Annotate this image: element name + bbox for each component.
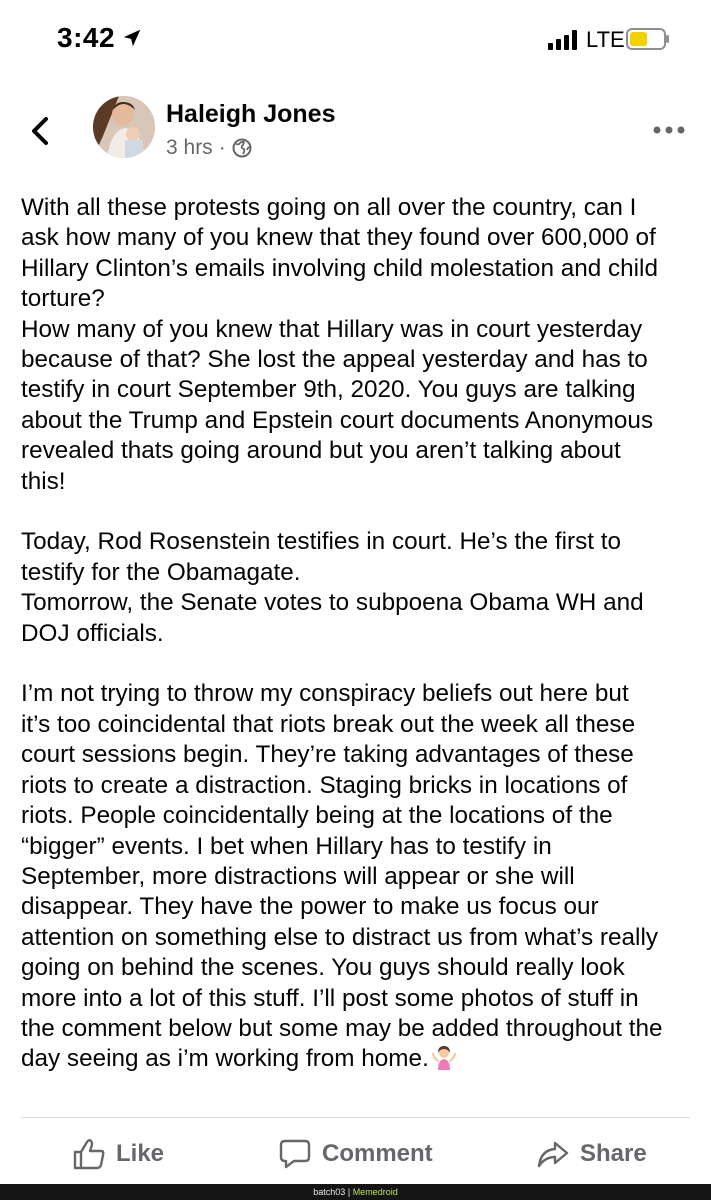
post-text-line: the comment below but some may be added throughout the	[21, 1014, 663, 1042]
watermark-footer	[0, 1184, 711, 1200]
post-text-line: riots. People coincidentally being at the locations of the	[21, 802, 613, 830]
location-arrow-icon	[121, 27, 143, 49]
person-shrugging-emoji	[432, 1044, 456, 1070]
post-text-line: going on behind the scenes. You guys should really look	[21, 954, 625, 982]
share-label: Share	[580, 1140, 647, 1167]
comment-button[interactable]	[278, 1138, 433, 1170]
post-text-line: ask how many of you knew that they found over 600,000 of	[21, 224, 656, 252]
post-text-line: Today, Rod Rosenstein testifies in court. He’s the first to	[21, 528, 622, 556]
post-text-line: With all these protests going on all over the country, can I	[21, 194, 637, 221]
post-text-line: because of that? She lost the appeal yesterday and has to	[21, 346, 648, 374]
post-text-line: riots to create a distraction. Staging bricks in locations of	[21, 771, 628, 799]
divider	[21, 1117, 690, 1118]
meta-separator: ·	[218, 136, 226, 159]
post-paragraph	[21, 679, 696, 1074]
post-text-line: Hillary Clinton’s emails involving child molestation and child	[21, 254, 658, 282]
post-text-line: testify for the Obamagate.	[21, 558, 301, 586]
post-text-line: torture?	[21, 285, 105, 313]
comment-label: Comment	[322, 1140, 433, 1167]
post-paragraph	[21, 193, 696, 497]
post-text-line: day seeing as i’m working from home.	[21, 1045, 429, 1073]
post-text-line: testify in court September 9th, 2020. You guys are talking	[21, 376, 636, 404]
battery-icon	[626, 28, 670, 50]
footer-brand: Memedroid	[352, 1187, 398, 1197]
post-text-line: “bigger” events. I bet when Hillary has to testify in	[21, 832, 552, 860]
post-text-line: about the Trump and Epstein court documents Anonymous	[21, 406, 654, 434]
back-arrow-icon[interactable]	[28, 116, 52, 146]
post-text-line: DOJ officials.	[21, 619, 164, 647]
post-text-line: court sessions begin. They’re taking advantages of these	[21, 741, 634, 769]
author-avatar[interactable]	[93, 96, 155, 158]
share-arrow-icon	[536, 1138, 570, 1170]
footer-batch: batch03	[313, 1187, 346, 1197]
comment-bubble-icon	[278, 1138, 312, 1170]
share-button[interactable]	[536, 1138, 647, 1170]
post-text-line: revealed thats going around but you aren’t talking about	[21, 437, 621, 465]
post-body	[21, 193, 696, 1075]
status-bar	[0, 0, 711, 80]
status-time: 3:42	[57, 22, 116, 53]
action-bar	[0, 1130, 711, 1180]
post-text-line: I’m not trying to throw my conspiracy beliefs out here but	[21, 680, 629, 708]
network-type: LTE	[586, 27, 625, 52]
like-label: Like	[116, 1140, 165, 1167]
signal-icon	[548, 30, 578, 50]
more-options-icon[interactable]	[652, 125, 686, 135]
footer-divider: |	[347, 1187, 351, 1197]
post-text-line: September, more distractions will appear or she will	[21, 862, 575, 890]
post-text-line: How many of you knew that Hillary was in court yesterday	[21, 315, 643, 343]
thumbs-up-icon	[72, 1138, 106, 1170]
globe-icon	[232, 138, 252, 158]
post-text-line: attention on something else to distract us from what’s really	[21, 923, 658, 951]
post-meta	[166, 136, 252, 160]
author-name[interactable]: Haleigh Jones	[166, 100, 336, 128]
post-time[interactable]: 3 hrs	[166, 136, 213, 159]
post-paragraph	[21, 527, 696, 649]
like-button[interactable]	[72, 1138, 164, 1170]
post-text-line: Tomorrow, the Senate votes to subpoena Obama WH and	[21, 589, 644, 617]
post-text-line: disappear. They have the power to make us focus our	[21, 893, 599, 921]
post-text-line: this!	[21, 467, 66, 495]
post-text-line: more into a lot of this stuff. I’ll post some photos of stuff in	[21, 984, 639, 1012]
post-text-line: it’s too coincidental that riots break out the week all these	[21, 710, 636, 738]
